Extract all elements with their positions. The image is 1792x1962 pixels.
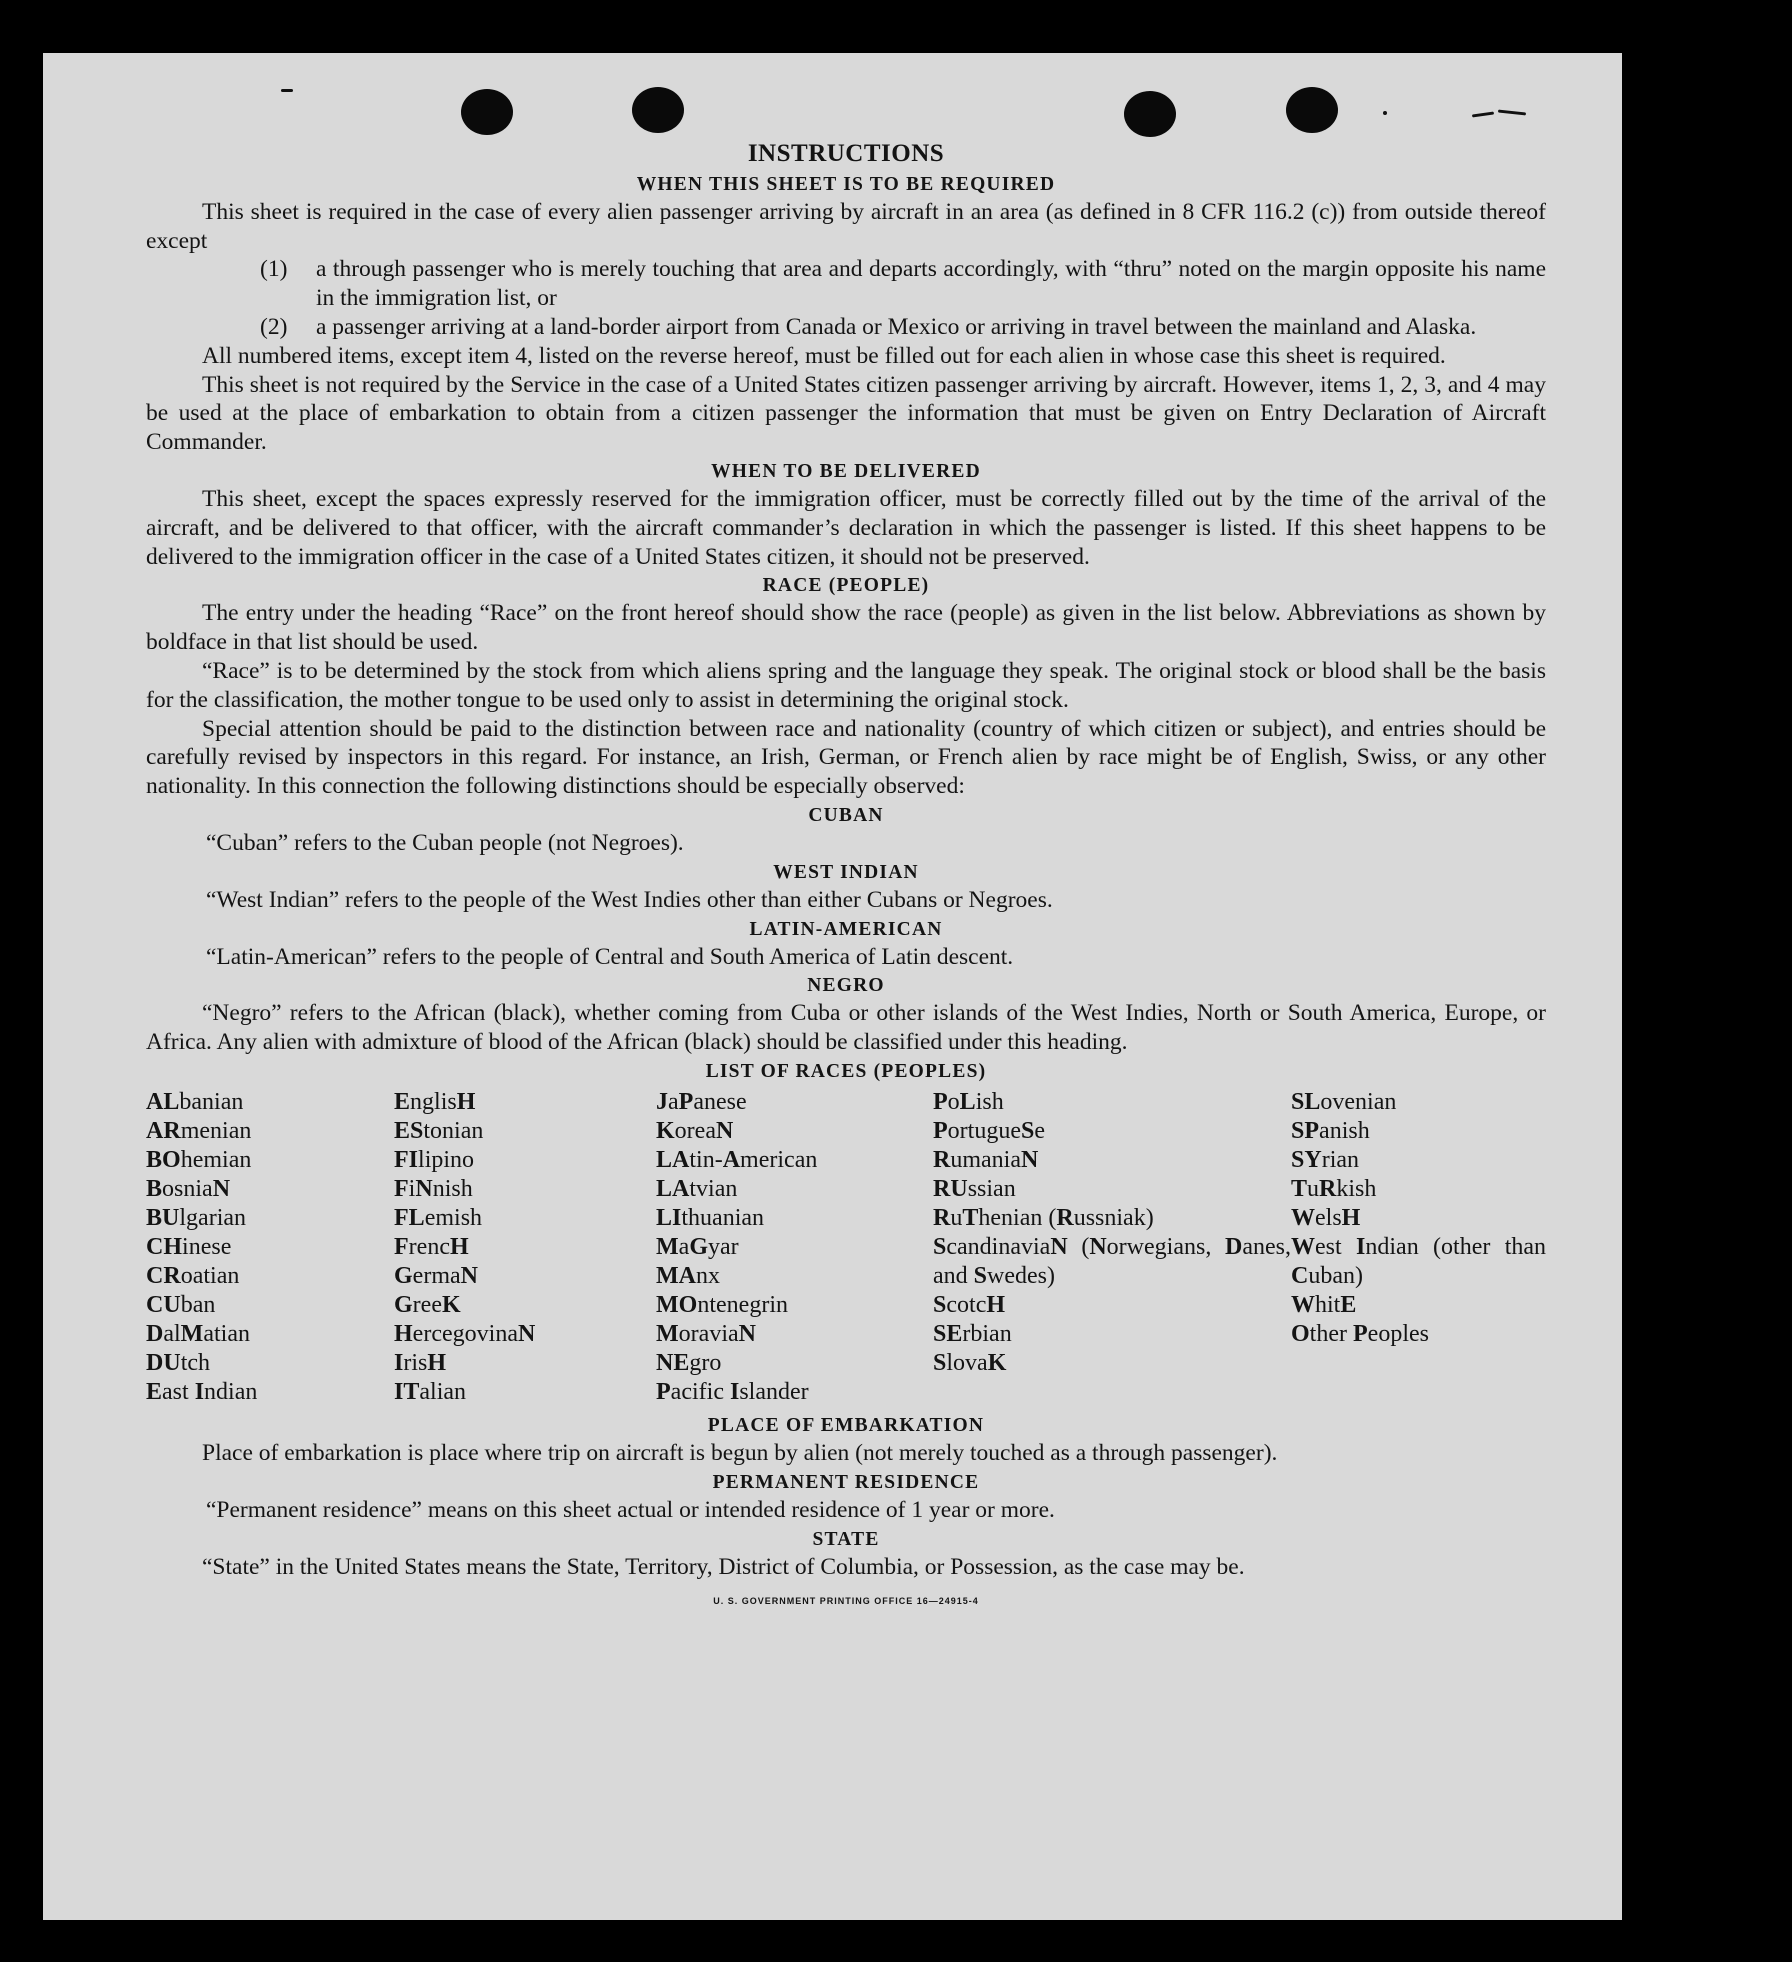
race-list-item: SErbian bbox=[933, 1320, 1012, 1347]
race-list-item: HercegovinaN bbox=[394, 1320, 536, 1347]
section-heading-negro: NEGRO bbox=[807, 975, 885, 997]
race-list-item: MAnx bbox=[656, 1262, 720, 1289]
item-text: a passenger arriving at a land-border airport from Canada or Mexico or arriving in travel between the mainland and Alaska. bbox=[316, 313, 1477, 340]
race-list-item: MOntenegrin bbox=[656, 1291, 788, 1318]
race-list-item: FIlipino bbox=[394, 1146, 475, 1173]
paragraph: Special attention should be paid to the distinction between race and nationality (country of which citizen or subject), and entries should be carefully revised by inspectors in this regard. For instance, an Irish, German, or French alien by race might be of English, Swiss, or any other nationality. In this connection the following distinctions should be especially observed: bbox=[146, 715, 1546, 800]
race-list-item: CRoatian bbox=[146, 1262, 240, 1289]
race-list-item: SPanish bbox=[1291, 1117, 1370, 1144]
race-column bbox=[933, 1088, 1291, 1407]
race-list-item: East Indian bbox=[146, 1378, 258, 1405]
item-text: a through passenger who is merely touching that area and departs accordingly, with “thru” noted on the margin opposite his name in the immigration list, or bbox=[316, 256, 1546, 312]
race-column bbox=[146, 1088, 394, 1407]
race-list-item: GreeK bbox=[394, 1291, 461, 1318]
race-list-item: SLovenian bbox=[1291, 1088, 1397, 1115]
race-list-item: TuRkish bbox=[1291, 1175, 1377, 1202]
race-list-item: ALbanian bbox=[146, 1088, 244, 1115]
paragraph: Place of embarkation is place where trip on aircraft is begun by alien (not merely touched as a through passenger). bbox=[202, 1439, 1278, 1466]
race-column bbox=[656, 1088, 933, 1407]
race-list-item: SlovaK bbox=[933, 1349, 1007, 1376]
race-list-item: PortugueSe bbox=[933, 1117, 1046, 1144]
race-list-item: ARmenian bbox=[146, 1117, 252, 1144]
race-list-item: DUtch bbox=[146, 1349, 211, 1376]
race-list-item: PoLish bbox=[933, 1088, 1004, 1115]
race-list-item: LAtvian bbox=[656, 1175, 738, 1202]
paragraph: “Race” is to be determined by the stock from which aliens spring and the language they speak. The original stock or blood shall be the basis for the classification, the mother tongue to be used only to assist in determining the original stock. bbox=[146, 657, 1546, 713]
race-column bbox=[1291, 1088, 1546, 1407]
race-list-item: BUlgarian bbox=[146, 1204, 247, 1231]
race-list-item: LIthuanian bbox=[656, 1204, 765, 1231]
document-sheet bbox=[43, 53, 1622, 1920]
printer-imprint: U. S. GOVERNMENT PRINTING OFFICE 16—24915-4 bbox=[713, 1596, 979, 1607]
page-title: INSTRUCTIONS bbox=[747, 140, 945, 167]
paragraph: This sheet is not required by the Service in the case of a United States citizen passenger arriving by aircraft. However, items 1, 2, 3, and 4 may be used at the place of embarkation to obtain from a citizen passenger the information that must be given on Entry Declaration of Aircraft Commander. bbox=[146, 371, 1546, 456]
paragraph: “Negro” refers to the African (black), whether coming from Cuba or other islands of the West Indies, North or South America, Europe, or Africa. Any alien with admixture of blood of the African (black) should be classified under this heading. bbox=[146, 1000, 1546, 1056]
section-heading-cuban: CUBAN bbox=[808, 804, 884, 826]
race-list bbox=[146, 1088, 1546, 1407]
section-heading-race: RACE (PEOPLE) bbox=[762, 575, 930, 597]
race-list-item: EStonian bbox=[394, 1117, 484, 1144]
section-heading-state: STATE bbox=[812, 1528, 880, 1550]
punch-hole bbox=[1286, 87, 1338, 133]
instructions-text bbox=[146, 140, 1546, 1616]
section-heading-when-required: WHEN THIS SHEET IS TO BE REQUIRED bbox=[636, 173, 1056, 195]
race-list-item: RuThenian (Russniak) bbox=[933, 1204, 1154, 1231]
speck bbox=[1498, 110, 1526, 116]
race-list-item: WhitE bbox=[1291, 1291, 1357, 1318]
punch-hole bbox=[1124, 91, 1176, 137]
race-list-item: BosniaN bbox=[146, 1175, 231, 1202]
race-list-item: FLemish bbox=[394, 1204, 483, 1231]
paragraph: This sheet is required in the case of every alien passenger arriving by aircraft in an area (as defined in 8 CFR 116.2 (c)) from outside thereof except bbox=[146, 198, 1546, 254]
race-list-item: WelsH bbox=[1291, 1204, 1361, 1231]
race-list-item: FiNnish bbox=[394, 1175, 473, 1202]
race-list-item: MoraviaN bbox=[656, 1320, 756, 1347]
item-number: (1) bbox=[260, 256, 288, 283]
race-list-item: BOhemian bbox=[146, 1146, 252, 1173]
section-heading-latin-american: LATIN-AMERICAN bbox=[749, 918, 943, 940]
race-list-item: ITalian bbox=[394, 1378, 467, 1405]
section-heading-list-of-races: LIST OF RACES (PEOPLES) bbox=[705, 1060, 987, 1082]
race-list-item: IrisH bbox=[394, 1349, 447, 1376]
race-list-item: RumaniaN bbox=[933, 1146, 1039, 1173]
punch-hole bbox=[461, 89, 513, 135]
numbered-item bbox=[146, 313, 1546, 342]
section-heading-when-delivered: WHEN TO BE DELIVERED bbox=[711, 460, 981, 482]
race-list-item: EnglisH bbox=[394, 1088, 476, 1115]
race-list-item: West Indian (other than Cuban) bbox=[1291, 1233, 1547, 1289]
paragraph: “Permanent residence” means on this sheet actual or intended residence of 1 year or more. bbox=[206, 1496, 1055, 1523]
section-heading-residence: PERMANENT RESIDENCE bbox=[712, 1471, 980, 1493]
race-list-item: SYrian bbox=[1291, 1146, 1360, 1173]
race-list-item: JaPanese bbox=[656, 1088, 747, 1115]
speck bbox=[281, 89, 293, 92]
race-list-item: GermaN bbox=[394, 1262, 478, 1289]
speck bbox=[1383, 111, 1387, 115]
paragraph: “West Indian” refers to the people of the West Indies other than either Cubans or Negroes. bbox=[206, 886, 1053, 913]
punch-hole bbox=[632, 87, 684, 133]
race-list-item: Other Peoples bbox=[1291, 1320, 1429, 1347]
race-list-item: NEgro bbox=[656, 1349, 722, 1376]
paragraph: “Latin-American” refers to the people of Central and South America of Latin descent. bbox=[206, 943, 1014, 970]
race-list-item: MaGyar bbox=[656, 1233, 739, 1260]
paragraph: “State” in the United States means the State, Territory, District of Columbia, or Possession, as the case may be. bbox=[202, 1553, 1245, 1580]
race-column bbox=[394, 1088, 656, 1407]
race-list-item: LAtin-American bbox=[656, 1146, 818, 1173]
paragraph: All numbered items, except item 4, listed on the reverse hereof, must be filled out for each alien in whose case this sheet is required. bbox=[202, 342, 1446, 369]
section-heading-west-indian: WEST INDIAN bbox=[773, 861, 919, 883]
numbered-item bbox=[146, 255, 1546, 313]
section-heading-embarkation: PLACE OF EMBARKATION bbox=[707, 1414, 985, 1436]
race-list-item: KoreaN bbox=[656, 1117, 734, 1144]
speck bbox=[1472, 111, 1494, 117]
paragraph: The entry under the heading “Race” on the front hereof should show the race (people) as given in the list below. Abbreviations as shown by boldface in that list should be used. bbox=[146, 600, 1546, 656]
race-list-item: CHinese bbox=[146, 1233, 232, 1260]
race-list-item: RUssian bbox=[933, 1175, 1016, 1202]
race-list-item: CUban bbox=[146, 1291, 216, 1318]
item-number: (2) bbox=[260, 313, 288, 340]
race-list-item: DalMatian bbox=[146, 1320, 250, 1347]
paragraph: “Cuban” refers to the Cuban people (not Negroes). bbox=[206, 829, 684, 856]
race-list-item: ScotcH bbox=[933, 1291, 1006, 1318]
race-list-item: ScandinaviaN (Norwegians, Danes, and Swedes) bbox=[933, 1233, 1291, 1289]
paragraph: This sheet, except the spaces expressly reserved for the immigration officer, must be correctly filled out by the time of the arrival of the aircraft, and be delivered to that officer, with the aircraft commander’s declaration in which the passenger is listed. If this sheet happens to be delivered to the immigration officer in the case of a United States citizen, it should not be preserved. bbox=[146, 485, 1546, 570]
race-list-item: FrencH bbox=[394, 1233, 469, 1260]
race-list-item: Pacific Islander bbox=[656, 1378, 809, 1405]
